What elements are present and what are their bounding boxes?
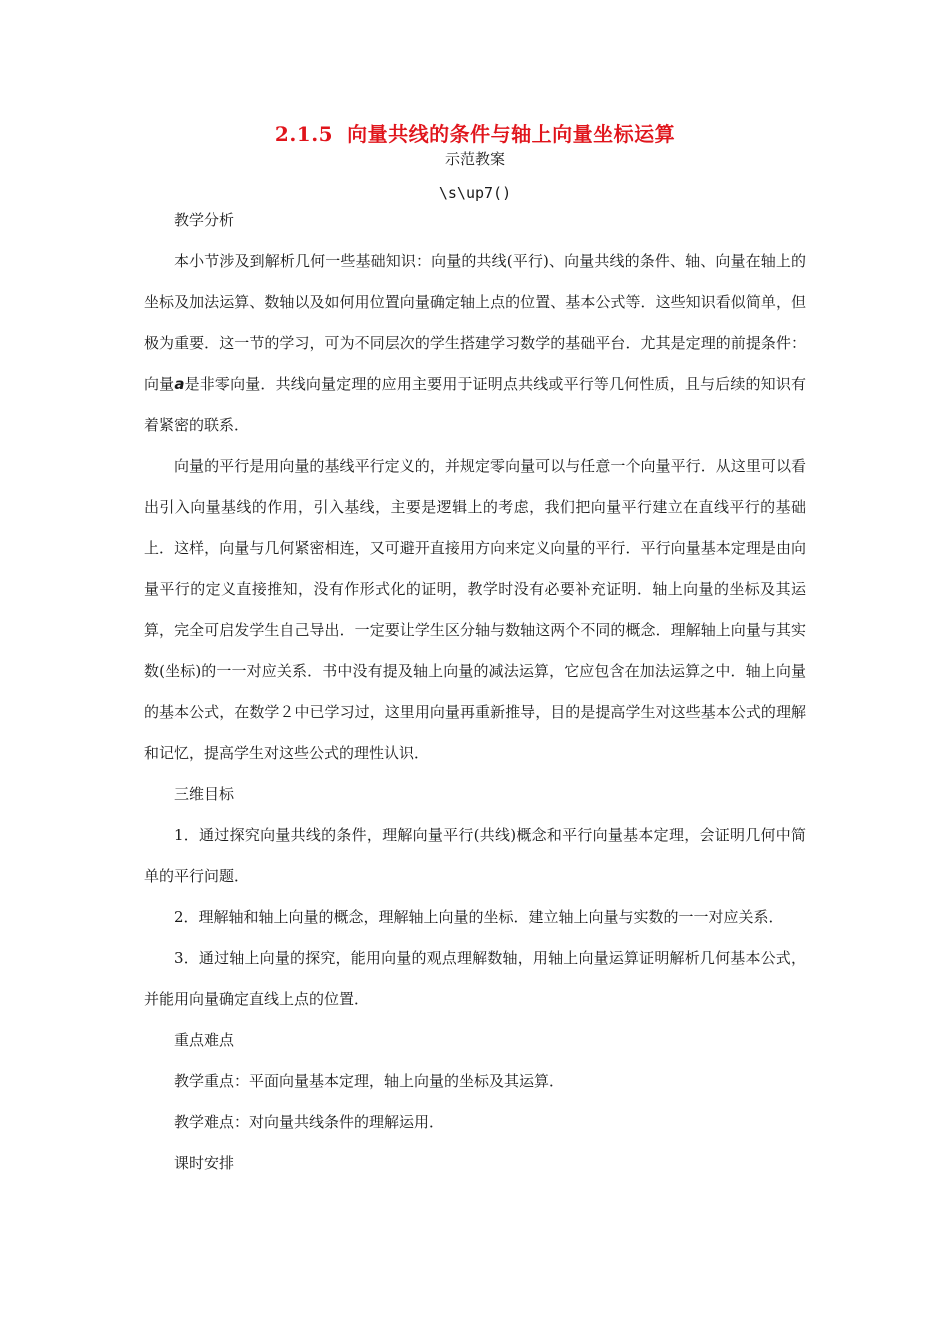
document-body: [144, 200, 806, 1184]
section-heading-analysis: 教学分析: [174, 211, 235, 229]
difficult-point-text: 教学难点：对向量共线条件的理解运用．: [174, 1113, 445, 1131]
goal-item-1: 1．通过探究向量共线的条件，理解向量平行(共线)概念和平行向量基本定理，会证明几何中简单的平行问题．: [144, 826, 806, 885]
analysis-p1-text-after: 是非零向量．共线向量定理的应用主要用于证明点共线或平行等几何性质，且与后续的知识有着紧密的联系．: [144, 375, 806, 434]
section-heading-schedule: 课时安排: [174, 1154, 235, 1172]
analysis-paragraph-2: 向量的平行是用向量的基线平行定义的，并规定零向量可以与任意一个向量平行．从这里可以看出引入向量基线的作用，引入基线，主要是逻辑上的考虑，我们把向量平行建立在直线平行的基础上．这样，向量与几何紧密相连，又可避开直接用方向来定义向量的平行．平行向量基本定理是由向量平行的定义直接推知，没有作形式化的证明，教学时没有必要补充证明．轴上向量的坐标及其运算，完全可启发学生自己导出．一定要让学生区分轴与数轴这两个不同的概念．理解轴上向量与其实数(坐标)的一一对应关系．书中没有提及轴上向量的减法运算，它应包含在加法运算之中．轴上向量的基本公式，在数学２中已学习过，这里用向量再重新推导，目的是提高学生对这些基本公式的理解和记忆，提高学生对这些公式的理性认识．: [144, 457, 806, 762]
analysis-paragraph-1: [144, 241, 806, 446]
key-point-text: 教学重点：平面向量基本定理，轴上向量的坐标及其运算．: [174, 1072, 565, 1090]
document-subtitle: 示范教案: [444, 150, 505, 168]
field-code-text: \s\up7(): [438, 184, 512, 202]
vector-a-symbol: a: [174, 375, 185, 393]
title-text: 向量共线的条件与轴上向量坐标运算: [347, 122, 676, 146]
section-heading-goals: 三维目标: [174, 785, 235, 803]
analysis-p1-text-before: 本小节涉及到解析几何一些基础知识：向量的共线(平行)、向量共线的条件、轴、向量在轴上的坐标及加法运算、数轴以及如何用位置向量确定轴上点的位置、基本公式等．这些知识看似简单，但极为重要．这一节的学习，可为不同层次的学生搭建学习数学的基础平台．尤其是定理的前提条件：向量: [144, 252, 806, 393]
section-heading-key-points: 重点难点: [174, 1031, 235, 1049]
goal-item-3: 3．通过轴上向量的探究，能用向量的观点理解数轴，用轴上向量运算证明解析几何基本公式，并能用向量确定直线上点的位置．: [144, 949, 806, 1008]
goal-item-2: 2．理解轴和轴上向量的概念，理解轴上向量的坐标．建立轴上向量与实数的一一对应关系．: [174, 908, 784, 926]
title-number: 2.1.5: [274, 122, 334, 146]
document-title: [0, 119, 950, 149]
